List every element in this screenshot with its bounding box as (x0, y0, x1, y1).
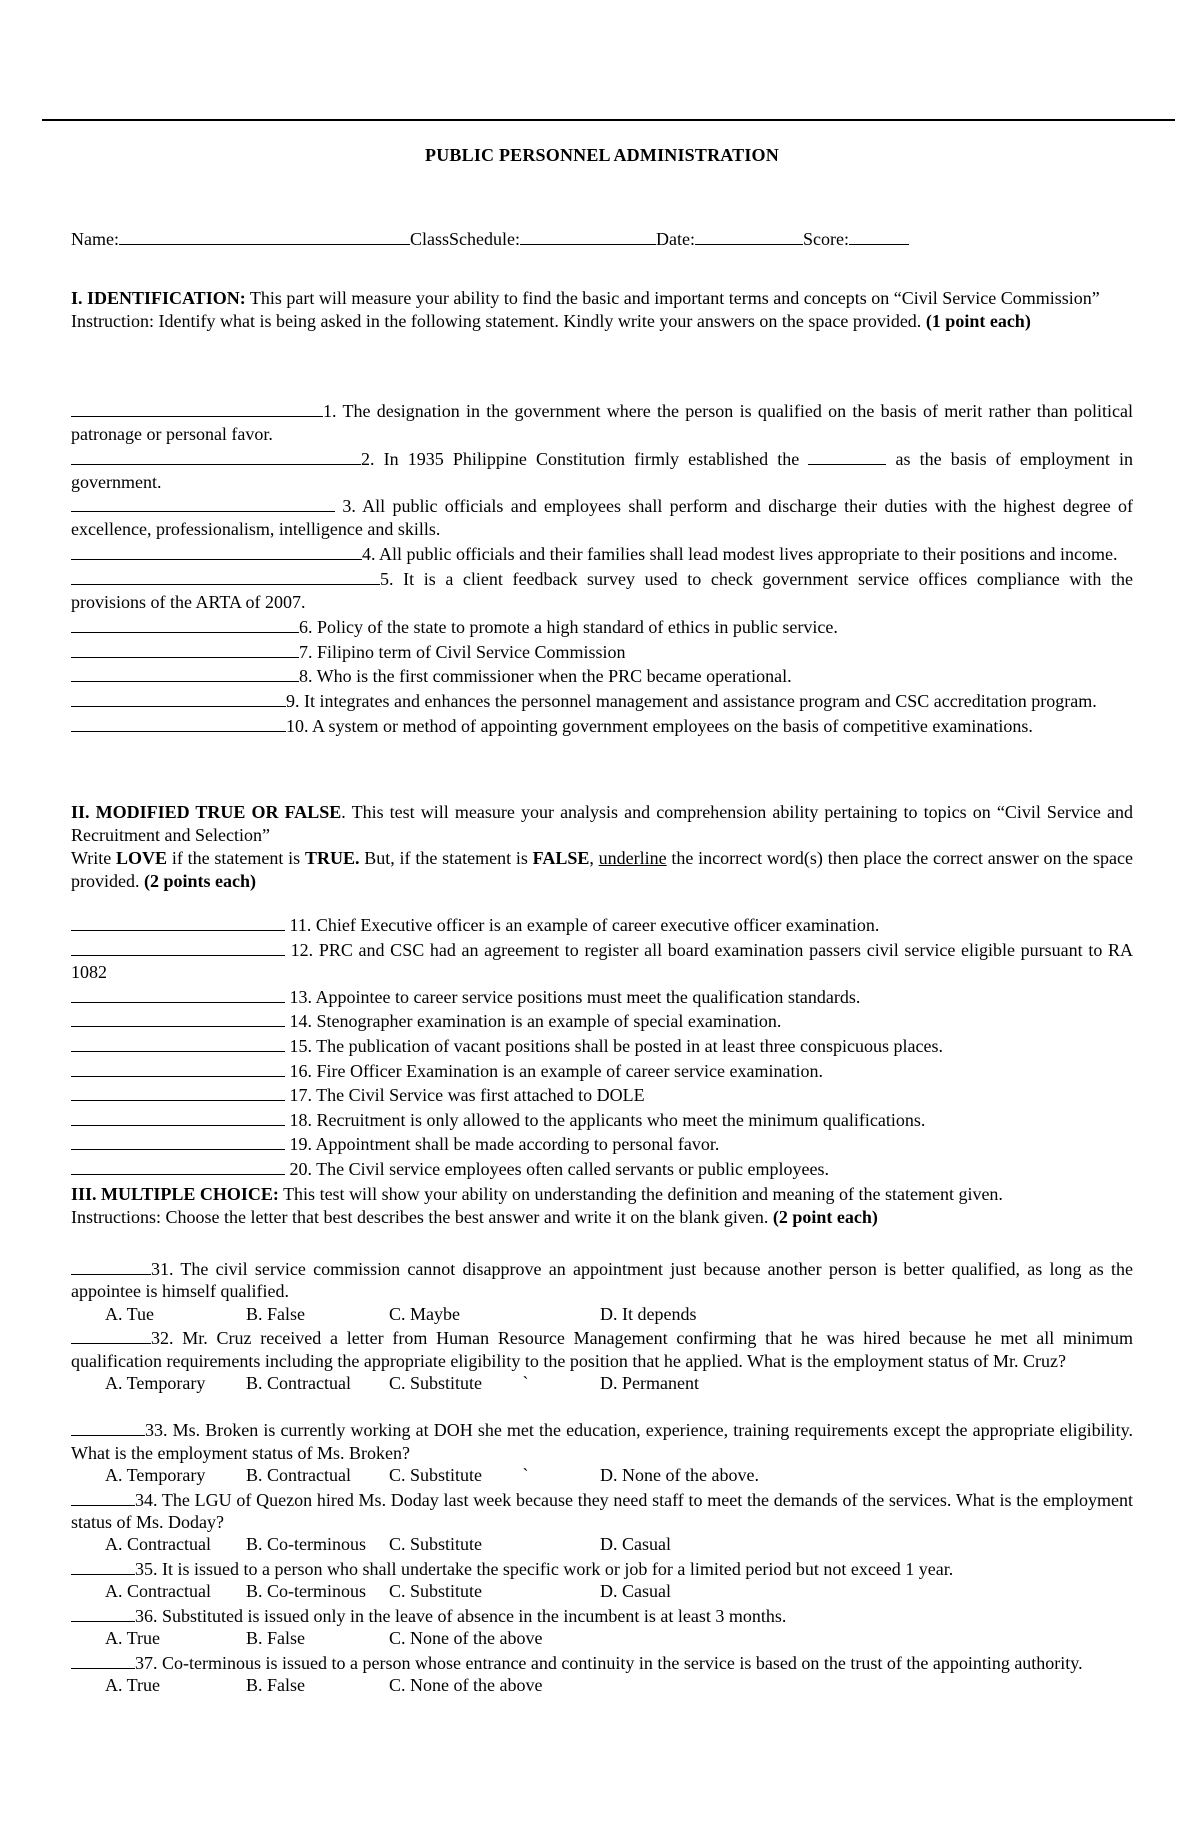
item-text: 1. The designation in the government where the person is qualified on the basis of merit rather than political patronage or personal favor. (71, 401, 1133, 444)
option-a: A. Contractual (105, 1581, 211, 1602)
option-a: A. Contractual (105, 1534, 211, 1555)
item-text: 12. PRC and CSC had an agreement to register all board examination passers civil service eligible pursuant to RA 1082 (71, 939, 1133, 983)
love-word: LOVE (116, 847, 168, 868)
answer-blank[interactable] (71, 446, 361, 465)
item-text: 7. Filipino term of Civil Service Commission (299, 641, 626, 662)
answer-blank[interactable] (71, 713, 286, 732)
item-text: as the basis of employment in government. (71, 448, 1133, 492)
option-b: B. Contractual (246, 1373, 351, 1394)
options-32 (71, 1372, 1133, 1394)
option-d: D. None of the above. (600, 1465, 759, 1486)
item-text: 5. It is a client feedback survey used to check government service offices compliance with the provisions of the ARTA of 2007. (71, 569, 1133, 612)
top-rule-middle (475, 119, 925, 121)
answer-blank[interactable] (71, 1487, 135, 1506)
section3-questions (71, 1256, 1133, 1696)
section2-intro (71, 801, 1133, 847)
spacer (71, 1394, 1133, 1417)
list-item (71, 912, 1133, 937)
answer-blank[interactable] (71, 1603, 135, 1622)
section3-intro (71, 1183, 1133, 1206)
list-item (71, 984, 1133, 1009)
section2-heading: II. MODIFIED TRUE OR FALSE (71, 802, 342, 822)
underline-word: underline (598, 847, 667, 868)
section-identification (71, 287, 1133, 333)
item-text: 15. The publication of vacant positions shall be posted in at least three conspicuous places. (285, 1035, 944, 1056)
question-text: 37. Co-terminous is issued to a person whose entrance and continuity in the service is based on the trust of the appointing authority. (135, 1652, 1083, 1673)
instr-text: Write (71, 847, 117, 868)
list-item (71, 398, 1133, 446)
top-rule-right (905, 119, 1175, 121)
answer-blank[interactable] (71, 663, 299, 682)
date-label: Date: (655, 229, 695, 249)
date-blank[interactable] (695, 226, 803, 245)
option-d: D. Casual (600, 1534, 671, 1555)
question-34 (71, 1487, 1133, 1534)
section2-points: (2 points each) (143, 870, 256, 891)
question-text: 35. It is issued to a person who shall undertake the specific work or job for a limited period but not exceed 1 year. (135, 1558, 954, 1579)
item-text: 2. In 1935 Philippine Constitution firmly established the (361, 448, 800, 469)
score-blank[interactable] (849, 226, 909, 245)
option-d: D. It depends (600, 1303, 697, 1324)
instr-text: But, if the statement is (359, 847, 533, 868)
section3-heading: III. MULTIPLE CHOICE: (71, 1184, 279, 1204)
answer-blank[interactable] (71, 1325, 151, 1344)
list-item (71, 937, 1133, 984)
list-item (71, 713, 1133, 738)
section1-points: (1 point each) (925, 310, 1031, 331)
option-d: D. Permanent (600, 1373, 699, 1394)
item-text: 18. Recruitment is only allowed to the applicants who meet the minimum qualifications. (285, 1109, 926, 1130)
class-schedule-label: ClassSchedule: (409, 229, 520, 249)
section1-instruction-text: Instruction: Identify what is being asked in the following statement. Kindly write your answers on the space provided. (71, 310, 926, 331)
options-31 (71, 1303, 1133, 1325)
answer-blank[interactable] (71, 1156, 285, 1175)
section3-points: (2 point each) (772, 1206, 878, 1227)
list-item (71, 1156, 1133, 1181)
answer-blank[interactable] (71, 937, 285, 956)
answer-blank[interactable] (71, 688, 286, 707)
list-item (71, 1082, 1133, 1107)
true-word: TRUE. (304, 847, 360, 868)
section2-instruction (71, 847, 1133, 893)
instr-text: , (589, 847, 599, 868)
option-a: A. True (105, 1628, 161, 1649)
section1-items (71, 398, 1133, 738)
answer-blank[interactable] (71, 1417, 145, 1436)
question-31 (71, 1256, 1133, 1303)
item-text: 6. Policy of the state to promote a high standard of ethics in public service. (299, 616, 838, 637)
answer-blank[interactable] (71, 984, 285, 1003)
item-text: 3. All public officials and employees shall perform and discharge their duties with the highest degree of excellence, professionalism, intelligence and skills. (71, 496, 1133, 540)
answer-blank[interactable] (71, 614, 299, 633)
name-blank[interactable] (119, 226, 410, 245)
inline-blank[interactable] (808, 446, 886, 465)
section1-heading: I. IDENTIFICATION: (71, 288, 246, 308)
class-schedule-blank[interactable] (520, 226, 656, 245)
question-text: 31. The civil service commission cannot disapprove an appointment just because another person is better qualified, as long as the appointee is himself qualified. (71, 1259, 1133, 1302)
options-37 (71, 1674, 1133, 1696)
item-text: 10. A system or method of appointing government employees on the basis of competitive examinations. (286, 716, 1033, 737)
section1-instruction (71, 310, 1133, 333)
question-text: 36. Substituted is issued only in the leave of absence in the incumbent is at least 3 months. (135, 1605, 787, 1626)
option-a: A. True (105, 1674, 161, 1695)
list-item (71, 663, 1133, 688)
question-32 (71, 1325, 1133, 1372)
section3-instruction-text: Instructions: Choose the letter that best describes the best answer and write it on the blank given. (71, 1206, 773, 1227)
option-c: C. Substitute ` (389, 1465, 529, 1486)
section1-intro (71, 287, 1133, 310)
list-item (71, 1107, 1133, 1132)
item-text: 4. All public officials and their families shall lead modest lives appropriate to their positions and income. (362, 544, 1118, 565)
item-text: 13. Appointee to career service positions must meet the qualification standards. (285, 986, 861, 1007)
item-text: 9. It integrates and enhances the personnel management and assistance program and CSC accreditation program. (286, 691, 1097, 712)
question-36 (71, 1603, 1133, 1627)
list-item (71, 1033, 1133, 1058)
answer-blank[interactable] (71, 566, 380, 585)
list-item (71, 688, 1133, 713)
item-text: 19. Appointment shall be made according to personal favor. (285, 1134, 720, 1155)
score-label: Score: (802, 229, 849, 249)
answer-blank[interactable] (71, 1082, 285, 1101)
section2-items (71, 912, 1133, 1181)
section2-intro-text: . This test will measure your analysis and comprehension ability pertaining to topics on “Civil Service and Recruitment and Selection” (71, 802, 1133, 845)
question-33 (71, 1417, 1133, 1464)
section3-instruction (71, 1206, 1133, 1229)
question-35 (71, 1556, 1133, 1580)
answer-blank[interactable] (71, 1131, 285, 1150)
answer-blank[interactable] (71, 398, 323, 417)
option-c: C. Substitute (389, 1534, 483, 1555)
question-37 (71, 1650, 1133, 1674)
answer-blank[interactable] (71, 1008, 285, 1027)
page-title: PUBLIC PERSONNEL ADMINISTRATION (425, 145, 779, 165)
item-text: 11. Chief Executive officer is an example of career executive officer examination. (285, 915, 880, 935)
option-c: C. Substitute ` (389, 1373, 529, 1394)
options-36 (71, 1627, 1133, 1649)
item-text: 14. Stenographer examination is an example of special examination. (285, 1011, 782, 1032)
list-item (71, 541, 1133, 566)
item-text: 16. Fire Officer Examination is an example of career service examination. (285, 1060, 823, 1081)
question-text: 34. The LGU of Quezon hired Ms. Doday last week because they need staff to meet the demands of the services. What is the employment status of Ms. Doday? (71, 1489, 1133, 1533)
list-item (71, 614, 1133, 639)
answer-blank[interactable] (71, 1256, 151, 1275)
options-35 (71, 1580, 1133, 1602)
list-item (71, 1058, 1133, 1083)
section-modified-true-false (71, 801, 1133, 892)
item-text: 8. Who is the first commissioner when the PRC became operational. (299, 666, 792, 687)
option-b: B. Co-terminous (246, 1534, 366, 1555)
answer-blank[interactable] (71, 1033, 285, 1052)
list-item (71, 566, 1133, 614)
answer-blank[interactable] (71, 1107, 285, 1126)
option-c: C. Maybe (389, 1303, 460, 1324)
instr-text: the incorrect word(s) then place the correct answer on the space provided. (71, 847, 1134, 891)
item-text: 17. The Civil Service was first attached to DOLE (285, 1085, 645, 1106)
option-d: D. Casual (600, 1581, 671, 1602)
name-label: Name: (71, 229, 119, 249)
option-b: B. Co-terminous (246, 1581, 366, 1602)
options-33 (71, 1464, 1133, 1486)
answer-blank[interactable] (71, 493, 335, 512)
question-text: 32. Mr. Cruz received a letter from Human Resource Management confirming that he was hired because he met all minimum qualification requirements including the appropriate eligibility to the position that he applied. What is the employment status of Mr. Cruz? (71, 1328, 1133, 1371)
answer-blank[interactable] (71, 1556, 135, 1575)
student-info-line (71, 226, 909, 251)
answer-blank[interactable] (71, 541, 362, 560)
option-b: B. Contractual (246, 1465, 351, 1486)
answer-blank[interactable] (71, 1650, 135, 1669)
section1-intro-text: This part will measure your ability to find the basic and important terms and concepts on “Civil Service Commission” (245, 288, 1100, 308)
answer-blank[interactable] (71, 639, 299, 658)
option-b: B. False (246, 1674, 306, 1695)
option-c: C. Substitute (389, 1581, 483, 1602)
answer-blank[interactable] (71, 1058, 285, 1077)
section-multiple-choice (71, 1183, 1133, 1229)
list-item (71, 1131, 1133, 1156)
section3-intro-text: This test will show your ability on understanding the definition and meaning of the statement given. (278, 1184, 1003, 1204)
list-item (71, 446, 1133, 494)
option-b: B. False (246, 1303, 306, 1324)
top-rule-left (42, 119, 489, 121)
list-item (71, 1008, 1133, 1033)
option-a: A. Temporary (105, 1465, 206, 1486)
question-text: 33. Ms. Broken is currently working at DOH she met the education, experience, training requirements except the appropriate eligibility. What is the employment status of Ms. Broken? (71, 1420, 1133, 1463)
option-a: A. Temporary (105, 1373, 206, 1394)
false-word: FALSE (532, 847, 590, 868)
answer-blank[interactable] (71, 912, 285, 931)
item-text: 20. The Civil service employees often called servants or public employees. (285, 1158, 830, 1179)
option-b: B. False (246, 1628, 306, 1649)
options-34 (71, 1533, 1133, 1555)
list-item (71, 493, 1133, 541)
option-c: C. None of the above (389, 1674, 543, 1695)
list-item (71, 639, 1133, 664)
option-a: A. Tue (105, 1303, 155, 1324)
instr-text: if the statement is (167, 847, 305, 868)
option-c: C. None of the above (389, 1628, 543, 1649)
